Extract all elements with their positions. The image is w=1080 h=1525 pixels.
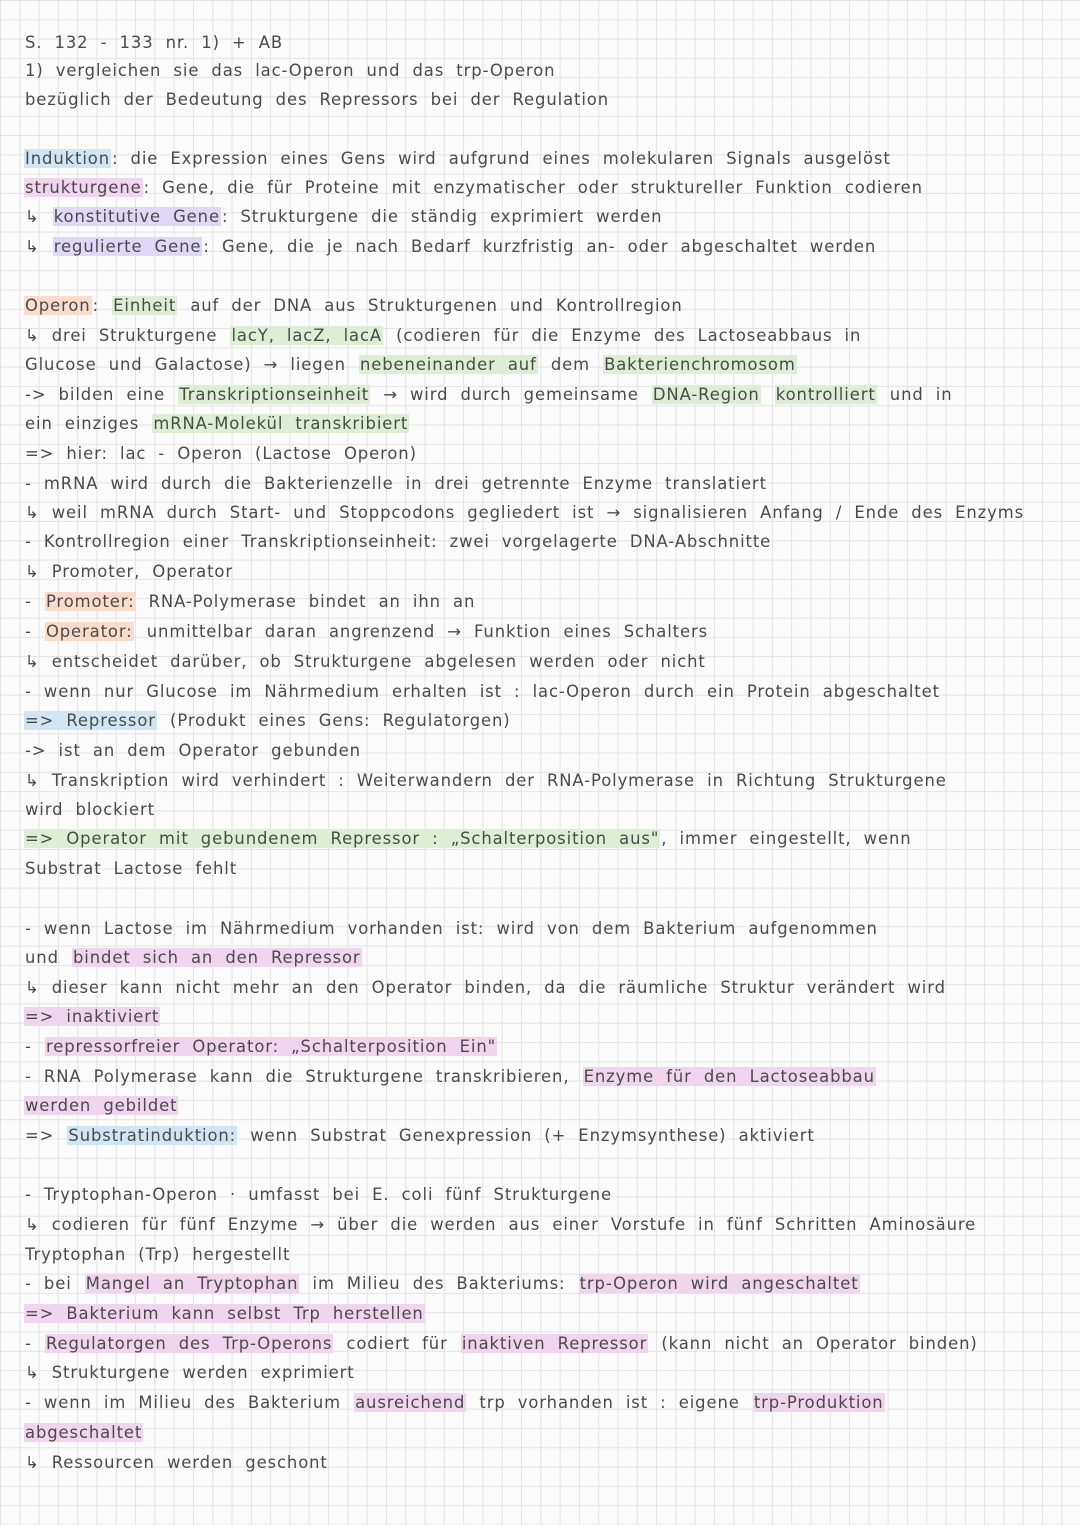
note-text: → wird durch gemeinsame <box>371 385 651 404</box>
lactose-line-6 <box>24 1066 1076 1088</box>
lactose-line-8 <box>24 1125 1076 1147</box>
note-text: -> bilden eine <box>25 385 178 404</box>
definition-konstitutive-gene <box>24 206 1076 228</box>
note-text: und <box>25 948 71 967</box>
note-text: - <box>25 622 44 641</box>
term-inaktiviert: => inaktiviert <box>25 1007 160 1026</box>
note-text: und in <box>877 385 953 404</box>
note-text: - Kontrollregion einer Transkriptionseinheit: zwei vorgelagerte DNA-Abschnitte <box>25 532 772 551</box>
trp-line-7 <box>24 1362 1076 1384</box>
note-text: ↳ codieren für fünf Enzyme → über die werden aus einer Vorstufe in fünf Schritten Aminosäure <box>25 1215 977 1234</box>
note-text: => hier: lac - Operon (Lactose Operon) <box>25 444 417 463</box>
note-text: ↳ dieser kann nicht mehr an den Operator binden, da die räumliche Struktur verändert wird <box>25 978 946 997</box>
note-text: - mRNA wird durch die Bakterienzelle in drei getrennte Enzyme translatiert <box>25 474 767 493</box>
lactose-line-1 <box>24 918 1076 940</box>
note-text: - <box>25 592 44 611</box>
operon-line-3 <box>24 354 1076 376</box>
operon-line-13 <box>24 651 1076 673</box>
operon-line-4 <box>24 384 1076 406</box>
term-inaktiver-repressor: inaktiven Repressor <box>461 1334 648 1353</box>
note-text: unmittelbar daran angrenzend → Funktion eines Schalters <box>134 622 709 641</box>
trp-line-3 <box>24 1244 1076 1266</box>
note-text: im Milieu des Bakteriums: <box>300 1274 578 1293</box>
term-promoter: Promoter: <box>45 592 135 611</box>
lactose-line-5 <box>24 1036 1076 1058</box>
term-substratinduktion: Substratinduktion: <box>68 1126 237 1145</box>
lactose-line-4 <box>24 1006 1076 1028</box>
operon-line-18 <box>24 799 1076 821</box>
trp-line-4 <box>24 1273 1076 1295</box>
operon-line-2 <box>24 325 1076 347</box>
note-text: - Tryptophan-Operon · umfasst bei E. coli fünf Strukturgene <box>25 1185 613 1204</box>
task-text-1: 1) vergleichen sie das lac-Operon und das trp-Operon <box>25 61 556 80</box>
term-bakterienchromosom: Bakterienchromosom <box>604 355 796 374</box>
trp-line-6 <box>24 1333 1076 1355</box>
definition-induktion <box>24 148 1076 170</box>
term-bindet-repressor: bindet sich an den Repressor <box>73 948 361 967</box>
note-text: wenn Substrat Genexpression (+ Enzymsynthese) aktiviert <box>238 1126 815 1145</box>
note-text: ↳ Ressourcen werden geschont <box>25 1453 328 1472</box>
note-text: , immer eingestellt, wenn <box>661 829 912 848</box>
note-text: - bei <box>25 1274 84 1293</box>
trp-line-1 <box>24 1184 1076 1206</box>
term-werden-gebildet: werden gebildet <box>25 1096 178 1115</box>
trp-line-5 <box>24 1303 1076 1325</box>
lactose-line-7 <box>24 1095 1076 1117</box>
note-text: - wenn nur Glucose im Nährmedium erhalten ist : lac-Operon durch ein Protein abgeschaltet <box>25 682 940 701</box>
operon-line-8 <box>24 502 1076 524</box>
definition-text: : Gene, die für Proteine mit enzymatischer oder struktureller Funktion codieren <box>143 178 923 197</box>
task-line-2 <box>24 89 1076 111</box>
lactose-line-2 <box>24 947 1076 969</box>
trp-line-10 <box>24 1452 1076 1474</box>
term-schalterposition-ein: repressorfreier Operator: „Schalterposition Ein" <box>45 1037 497 1056</box>
term-dna-region: DNA-Region <box>652 385 760 404</box>
term-abgeschaltet: abgeschaltet <box>25 1423 143 1442</box>
term-induktion: Induktion <box>25 149 111 168</box>
term-trp-herstellen: => Bakterium kann selbst Trp herstellen <box>25 1304 424 1323</box>
note-text: ein einziges <box>25 414 152 433</box>
note-text: wird blockiert <box>25 800 155 819</box>
note-text: (kann nicht an Operator binden) <box>649 1334 978 1353</box>
note-text: - <box>25 1037 44 1056</box>
note-text: Glucose und Galactose) → liegen <box>25 355 358 374</box>
note-text <box>761 385 775 404</box>
operon-line-7 <box>24 473 1076 495</box>
operon-line-11 <box>24 591 1076 613</box>
note-text: : <box>92 296 112 315</box>
operon-line-15 <box>24 710 1076 732</box>
arrow-icon: ↳ <box>25 207 52 226</box>
arrow-icon: ↳ <box>25 237 52 256</box>
note-text: dem <box>538 355 603 374</box>
operon-line-5 <box>24 413 1076 435</box>
note-text: - <box>25 1334 44 1353</box>
operon-line-17 <box>24 770 1076 792</box>
note-text: (Produkt eines Gens: Regulatorgen) <box>157 711 511 730</box>
note-text: - RNA Polymerase kann die Strukturgene transkribieren, <box>25 1067 582 1086</box>
definition-strukturgene <box>24 177 1076 199</box>
page-reference-text: S. 132 - 133 nr. 1) + AB <box>25 33 284 52</box>
note-text: ↳ weil mRNA durch Start- und Stoppcodons gegliedert ist → signalisieren Anfang / Ende des Enzyms <box>25 503 1025 522</box>
definition-text: : Gene, die je nach Bedarf kurzfristig an- oder abgeschaltet werden <box>203 237 877 256</box>
term-mrna-molekuel: mRNA-Molekül transkribiert <box>153 414 409 433</box>
term-repressor: => Repressor <box>25 711 156 730</box>
term-kontrolliert: kontrolliert <box>775 385 876 404</box>
term-transkriptionseinheit: Transkriptionseinheit <box>179 385 370 404</box>
note-text: Tryptophan (Trp) hergestellt <box>25 1245 291 1264</box>
lactose-line-3 <box>24 977 1076 999</box>
term-einheit: Einheit <box>113 296 177 315</box>
operon-line-19 <box>24 828 1076 850</box>
note-text: ↳ drei Strukturgene <box>25 326 230 345</box>
operon-line-9 <box>24 531 1076 553</box>
term-trp-produktion: trp-Produktion <box>753 1393 884 1412</box>
note-text: - wenn Lactose im Nährmedium vorhanden ist: wird von dem Bakterium aufgenommen <box>25 919 878 938</box>
term-konstitutive-gene: konstitutive Gene <box>53 207 220 226</box>
trp-line-9 <box>24 1422 1076 1444</box>
term-schalterposition-aus: => Operator mit gebundenem Repressor : „Schalterposition aus" <box>25 829 660 848</box>
note-text: codiert für <box>334 1334 460 1353</box>
trp-line-8 <box>24 1392 1076 1414</box>
term-regulierte-gene: regulierte Gene <box>53 237 202 256</box>
task-line-1 <box>24 60 1076 82</box>
term-ausreichend: ausreichend <box>355 1393 466 1412</box>
definition-text: : die Expression eines Gens wird aufgrund eines molekularen Signals ausgelöst <box>112 149 891 168</box>
note-text: - wenn im Milieu des Bakterium <box>25 1393 354 1412</box>
term-enzyme-lactoseabbau: Enzyme für den Lactoseabbau <box>583 1067 875 1086</box>
term-nebeneinander: nebeneinander auf <box>359 355 537 374</box>
term-operon: Operon <box>25 296 91 315</box>
operon-line-20 <box>24 858 1076 880</box>
operon-line-10 <box>24 561 1076 583</box>
note-text: RNA-Polymerase bindet an ihn an <box>136 592 476 611</box>
task-text-2: bezüglich der Bedeutung des Repressors bei der Regulation <box>25 90 610 109</box>
definition-regulierte-gene <box>24 236 1076 258</box>
trp-line-2 <box>24 1214 1076 1236</box>
term-trp-angeschaltet: trp-Operon wird angeschaltet <box>579 1274 859 1293</box>
operon-line-14 <box>24 681 1076 703</box>
note-text: ↳ Transkription wird verhindert : Weiterwandern der RNA-Polymerase in Richtung Strukturgene <box>25 771 947 790</box>
definition-text: : Strukturgene die ständig exprimiert werden <box>221 207 663 226</box>
term-strukturgene: strukturgene <box>25 178 142 197</box>
term-operator: Operator: <box>45 622 133 641</box>
note-text: -> ist an dem Operator gebunden <box>25 741 361 760</box>
term-regulatorgen: Regulatorgen des Trp-Operons <box>45 1334 333 1353</box>
note-text: ↳ Strukturgene werden exprimiert <box>25 1363 355 1382</box>
note-text: ↳ entscheidet darüber, ob Strukturgene abgelesen werden oder nicht <box>25 652 706 671</box>
operon-line-6 <box>24 443 1076 465</box>
operon-line-1 <box>24 295 1076 317</box>
note-text: Substrat Lactose fehlt <box>25 859 238 878</box>
note-text: ↳ Promoter, Operator <box>25 562 233 581</box>
operon-line-16 <box>24 740 1076 762</box>
note-text: auf der DNA aus Strukturgenen und Kontrollregion <box>178 296 683 315</box>
note-text: => <box>25 1126 67 1145</box>
operon-line-12 <box>24 621 1076 643</box>
term-mangel-tryptophan: Mangel an Tryptophan <box>85 1274 299 1293</box>
note-text: (codieren für die Enzyme des Lactoseabbaus in <box>384 326 862 345</box>
note-text: trp vorhanden ist : eigene <box>467 1393 752 1412</box>
page-reference <box>24 32 1076 54</box>
term-lac-genes: lacY, lacZ, lacA <box>231 326 382 345</box>
